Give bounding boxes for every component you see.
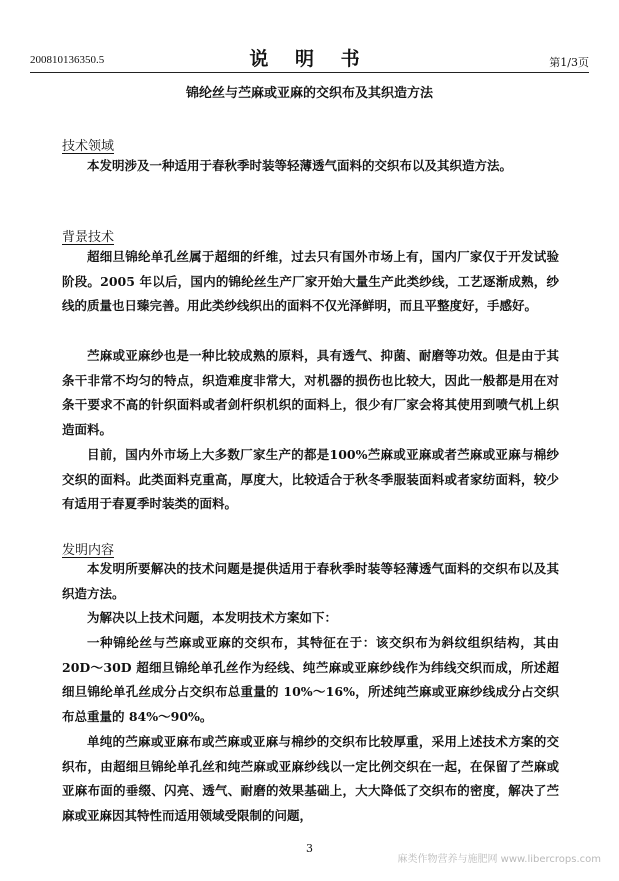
document-type: 说 明 书 xyxy=(249,48,370,70)
paragraph: 本发明涉及一种适用于春秋季时装等轻薄透气面料的交织布以及其织造方法。 xyxy=(87,158,513,173)
paragraph: 超细旦锦纶单孔丝属于超细的纤维，过去只有国外市场上有，国内厂家仅于开发试验阶段。2005 年以后，国内的锦纶丝生产厂家开始大量生产此类纱线，工艺逐渐成熟，纱线的质量也日臻完善。用此类纱线织出的面料不仅光泽鲜明，而且平整度好，手感好。 xyxy=(62,249,559,314)
document-title: 锦纶丝与苎麻或亚麻的交织布及其织造方法 xyxy=(185,86,433,101)
paragraph: 一种锦纶丝与苎麻或亚麻的交织布，其特征在于：该交织布为斜纹组织结构，其由 20D～30D 超细旦锦纶单孔丝作为经线、纯苎麻或亚麻纱线作为纬线交织而成，所述超细旦锦纶单孔丝成分占交织布总重量的 10%～16%，所述纯苎麻或亚麻纱线成分占交织布总重量的 84%～90%。 xyxy=(62,635,559,724)
page-number: 3 xyxy=(306,842,313,855)
paragraph: 目前，国内外市场上大多数厂家生产的都是100%苎麻或亚麻或者苎麻或亚麻与棉纱交织的面料。此类面料克重高，厚度大，比较适合于秋冬季服装面料或者家纺面料，较少有适用于春夏季时装类的面料。 xyxy=(62,447,559,512)
page-indicator: 第1/3页 xyxy=(549,56,589,69)
patent-number: 200810136350.5 xyxy=(30,54,105,66)
paragraph: 苎麻或亚麻纱也是一种比较成熟的原料，具有透气、抑菌、耐磨等功效。但是由于其条干非常不均匀的特点，织造难度非常大，对机器的损伤也比较大，因此一般都是用在对条干要求不高的针织面料或者剑杆织机织的面料上，很少有厂家会将其使用到喷气机上织造面料。 xyxy=(62,348,559,437)
heading-invention: 发明内容 xyxy=(62,543,115,558)
heading-background: 背景技术 xyxy=(62,230,115,245)
paragraph: 为解决以上技术问题，本发明技术方案如下： xyxy=(87,610,338,625)
paragraph: 单纯的苎麻或亚麻布或苎麻或亚麻与棉纱的交织布比较厚重，采用上述技术方案的交织布，由超细旦锦纶单孔丝和纯苎麻或亚麻纱线以一定比例交织在一起，在保留了苎麻或亚麻布面的垂缀、闪亮、透气、耐磨的效果基础上，大大降低了交织布的密度，解决了苎麻或亚麻因其特性而适用领域受限制的问题， xyxy=(62,734,559,823)
header-rule xyxy=(30,72,589,73)
watermark: 麻类作物营养与施肥网 www.libercrops.com xyxy=(397,854,601,865)
paragraph: 本发明所要解决的技术问题是提供适用于春秋季时装等轻薄透气面料的交织布以及其织造方法。 xyxy=(62,561,559,601)
heading-tech-field: 技术领域 xyxy=(62,139,115,154)
